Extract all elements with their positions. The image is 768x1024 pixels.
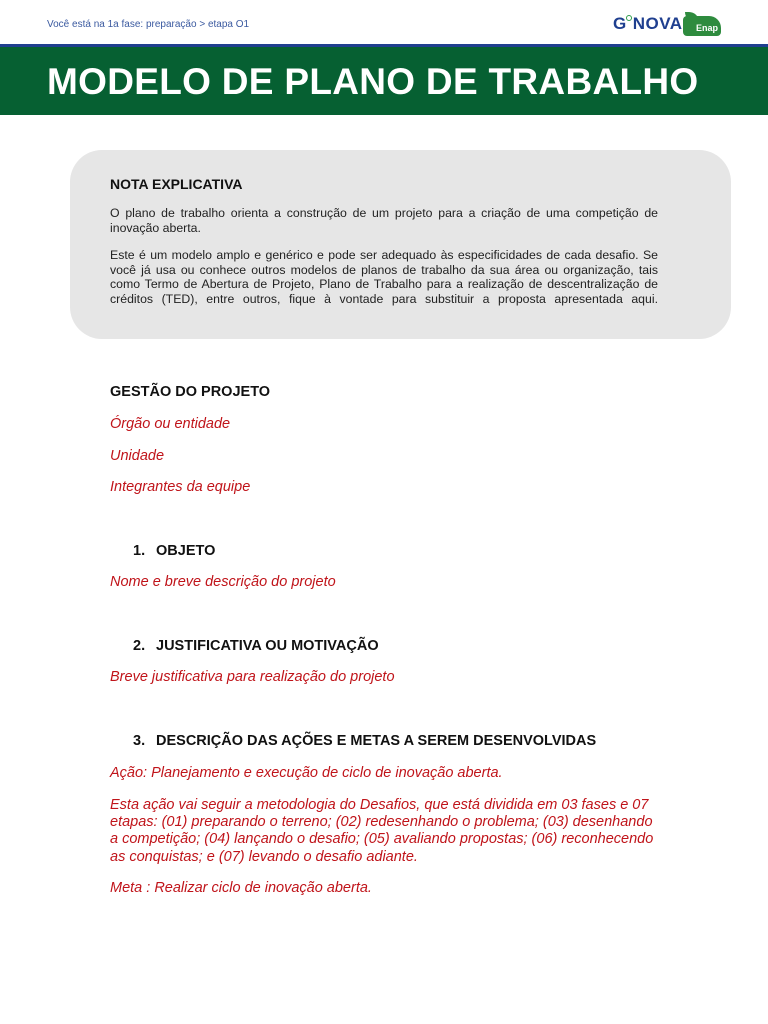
- section-2-heading: [133, 638, 379, 654]
- leaf-icon: [685, 12, 699, 22]
- page-title: MODELO DE PLANO DE TRABALHO: [47, 61, 699, 102]
- section-1-text: Nome e breve descrição do projeto: [110, 574, 336, 590]
- gestao-field-orgao: Órgão ou entidade: [110, 416, 231, 432]
- breadcrumb[interactable]: Você está na 1a fase: preparação > etapa O1: [47, 19, 250, 30]
- section-number: 1.: [133, 543, 146, 559]
- section-number: 3.: [133, 733, 146, 749]
- enap-logo-text: Enap: [695, 23, 718, 33]
- gnova-logo: G NOVA: [613, 14, 683, 33]
- note-title: NOTA EXPLICATIVA: [110, 176, 243, 192]
- section-2-text: Breve justificativa para realização do projeto: [110, 669, 395, 685]
- section-title: JUSTIFICATIVA OU MOTIVAÇÃO: [156, 638, 379, 654]
- section-3-action: Ação: Planejamento e execução de ciclo de inovação aberta.: [110, 765, 503, 781]
- section-3-description: Esta ação vai seguir a metodologia do Desafios, que está dividida em 03 fases e 07 etapas: (01) preparando o terreno; (02) redesenhando o problema; (03) desenhando a competição; (04) lançando o desafio; (05) avaliando propostas; (06) reconhecendo as conquistas; e (07) levando o desafio adiante.: [110, 797, 654, 865]
- section-3-goal: Meta : Realizar ciclo de inovação aberta.: [110, 880, 372, 896]
- note-box: [70, 150, 731, 339]
- section-title: OBJETO: [156, 543, 216, 559]
- section-title: DESCRIÇÃO DAS AÇÕES E METAS A SEREM DESENVOLVIDAS: [156, 733, 597, 749]
- section-3-heading: [133, 733, 596, 749]
- title-band: [0, 44, 768, 115]
- note-paragraph-2: Este é um modelo amplo e genérico e pode ser adequado às especificidades de cada desafio. Se você já usa ou conhece outros modelos de planos de trabalho da sua área ou organização, tais como Termo de Abertura de Projeto, Plano de Trabalho para a realização de descentralização de créditos (TED), entre outros, fique à vontade para substituir a proposta apresentada aqui.: [110, 248, 658, 306]
- section-1-heading: [133, 543, 215, 559]
- note-paragraph-1: O plano de trabalho orienta a construção de um projeto para a criação de uma competição de inovação aberta.: [110, 206, 658, 235]
- section-number: 2.: [133, 638, 146, 654]
- gestao-field-equipe: Integrantes da equipe: [110, 479, 251, 495]
- top-bar: [0, 0, 768, 44]
- gestao-title: GESTÃO DO PROJETO: [110, 384, 271, 400]
- gestao-field-unidade: Unidade: [110, 448, 165, 464]
- enap-logo: [683, 16, 721, 36]
